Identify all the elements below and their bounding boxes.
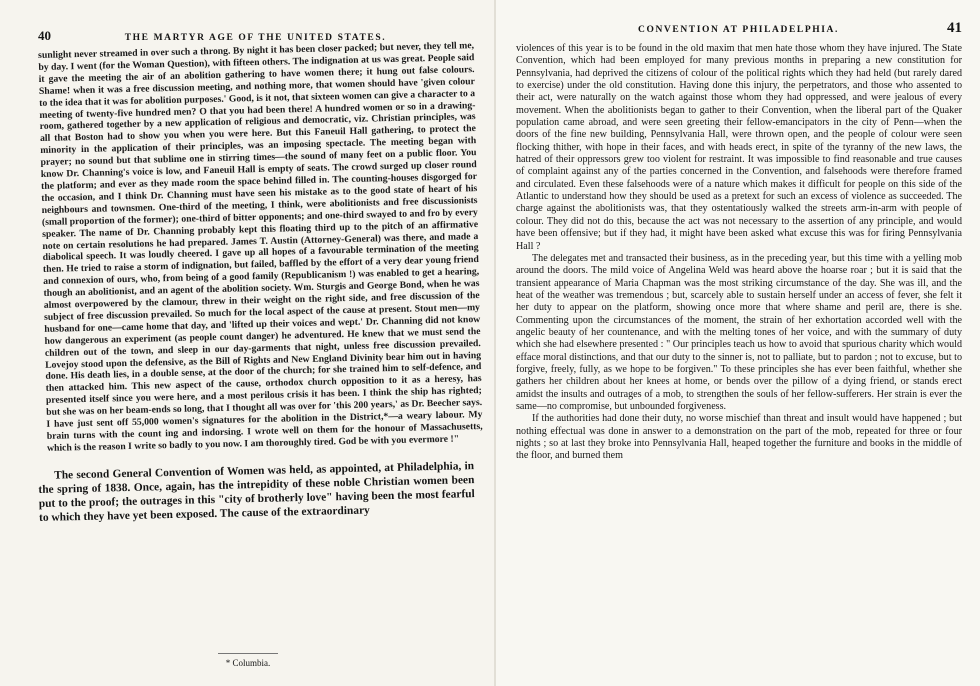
left-page-number: 40 xyxy=(38,28,51,43)
footnote-rule xyxy=(218,653,278,654)
right-running-head-title: CONVENTION AT PHILADELPHIA. xyxy=(638,25,839,35)
left-running-head-title: THE MARTYR AGE OF THE UNITED STATES. xyxy=(124,33,387,43)
footnote-text: * Columbia. xyxy=(225,658,271,668)
convention-intro-paragraph: The second General Convention of Women was held, as appointed, at Philadelphia, in the spring of 1838. Once, again, has the intrepidity of these noble Christian women been put to the proof; the outrages in this "city of brotherly love" having been the most fearful to which they have yet been exposed. The cause of the extraordinary xyxy=(38,459,475,524)
letter-text: sunlight never streamed in over such a throng. By night it has been closer packed; but never, they tell me, by day. I went (for the Woman Question), with fifteen others. The indignation at us was great. People said it gave the meeting the air of an abolition gathering to have women there; it hung out false colours. Shame! when it was a free discussion meeting, and nothing more, that women should have 'given colour to the idea that it was for abolition purposes.' Good, is it not, that sixteen women can give a character to a meeting of twenty-five hundred men? O that you had been there! A hundred women or so in a drawing-room, gathered together by a new application of religious and democratic, viz. Christian principles, was all that Boston had to show you when you were here. But this Faneuil Hall gathering, to protect the minority in the application of their principles, was an imposing spectacle. The meeting began with prayer; no sound but that sublime one in stirring times—the sound of many feet on a public floor. You know Dr. Channing's voice is low, and Faneuil Hall is empty of seats. The crowd surged up closer round the platform; and ever as they made room the space behind filled in. The counting-houses disgorged for the occasion, and I think Dr. Channing must have seen his mistake as to the good state of heart of his neighbours and townsmen. One-third of the meeting, I think, were abolitionists and free discussionists (small proportion of the former); one-third of bitter opponents; and one-third swayed to and fro by every speaker. The name of Dr. Channing probably kept this floating third up to the pitch of an affirmative note on certain resolutions he had prepared. James T. Austin (Attorney-General) was there, and made a diabolical speech. It was loudly cheered. I gave up all hopes of a favourable termination of the meeting then. He tried to raise a storm of indignation, but failed, baffled by the effort of a very dear young friend and connexion of ours, who, from being of a good family (Republicanism !) was enabled to get a hearing, though an abolitionist, and an agent of the abolition society. Wm. Sturgis and George Bond, when he was almost overpowered by the clamour, threw in their weight on the right side, and free discussion of the subject of free discussion prevailed. So much for the local aspect of the cause at present. Stout men—my husband for one—came home that day, and 'lifted up their voices and wept.' Dr. Channing did not know how dangerous an experiment (as people count danger) he adventured. He knew that we must send the children out of the town, and sleep in our day-garments that night, unless free discussion prevailed. Lovejoy stood upon the defensive, as the Bill of Rights and New England Divinity bear him out in having done. His death lies, in a double sense, at the door of the church; for she trained him to self-defence, and then attacked him. This new aspect of the cause, orthodox church opposition to it as a heresy, has presented itself since you were here, and a most perilous crisis it has been. I think the ship has righted; but she was on her beam-ends so long, that I thought all was over for 'this 200 years,' as Dr. Beecher says. I have just sent off 55,000 women's signatures for the abolition in the District,*—a weary labour. My brain turns with the count ing and indorsing. I wrote well on them for the honour of Massachusetts, which is the reason I write so badly to you now. I am thoroughly tired. God be with you evermore !" xyxy=(38,40,483,454)
right-paragraph-3: If the authorities had done their duty, no worse mischief than threat and insult would have happened ; but nothing effectual was done in answer to a demonstration on the part of the mob, repeated for three or four nights ; so at last they broke into Pennsylvania Hall, heaped together the furniture and books in the middle of the floor, and burned them xyxy=(516,413,962,462)
footnote xyxy=(0,653,496,668)
right-page xyxy=(496,0,980,686)
right-paragraph-1: violences of this year is to be found in the old maxim that men hate those whom they have injured. The State Convention, which had been employed for many previous months in preparing a new constitution for Pennsylvania, had deprived the citizens of colour of the political rights which they had held (but rarely dared to exercise) under the old constitution. Having done this injury, the perpetrators, and those who assented to their act, were naturally on the watch against those whom they had oppressed, and were jealous of every movement. When the abolitionists began to gather to their Convention, when the liberal part of the Quaker population came abroad, and were seen greeting their fellow-emancipators in the city of Penn—when the doors of the fine new building, Pennsylvania Hall, were thrown open, and the people of colour were seen flocking thither, with hope in their faces, and with heads erect, in spite of the tyranny of the new laws, the hatred of their oppressors grew too violent for restraint. It was impossible to find reasonable and true causes of complaint against any of the parties concerned in the Convention, and falsehoods were therefore framed and circulated. Even these falsehoods were of a nature which makes it difficult for people on this side of the Atlantic to understand how they should be used as a pretext for such an excess of violence as succeeded. The charge against the abolitionists was, that they ostentatiously walked the streets arm-in-arm with people of colour. They did not do this, because the act was not necessary to the assertion of any principle, and would have been offensive; but if they had, it might have been asked what excuse this was for firing Pennsylvania Hall ? xyxy=(516,43,962,252)
right-running-head xyxy=(516,20,962,37)
right-paragraph-2: The delegates met and transacted their business, as in the preceding year, but this time with a yelling mob around the doors. The mild voice of Angelina Weld was heard above the hoarse roar ; but it is said that the transient appearance of Maria Chapman was the most striking circumstance of the day. She was ill, and the heat of the weather was tremendous ; but, scarcely able to sustain herself under an access of fever, she felt it her duty to appear on the platform, showing once more that where shame and peril are, there is she. Commenting upon the circumstances of the moment, the strain of her exhortation accorded well with the angelic beauty of her countenance, and with the melting tones of her voice, and with the summary of duty which she had elsewhere presented : " Our principles teach us how to avoid that spurious charity which would efface moral distinctions, and that our duty to the sinner is, not to palliate, but to pardon ; not to excuse, but to forgive, freely, fully, as we hope to be forgiven." To these principles she has ever been faithful, whether she gathers her children about her knees at home, or bends over the pillow of a dying friend, or stands erect amidst the insults and outrages of a mob, to strengthen the souls of her fellow-sufferers. Her strain is ever the same—no compromise, but unbounded forgiveness. xyxy=(516,252,962,412)
right-page-number: 41 xyxy=(946,20,962,36)
